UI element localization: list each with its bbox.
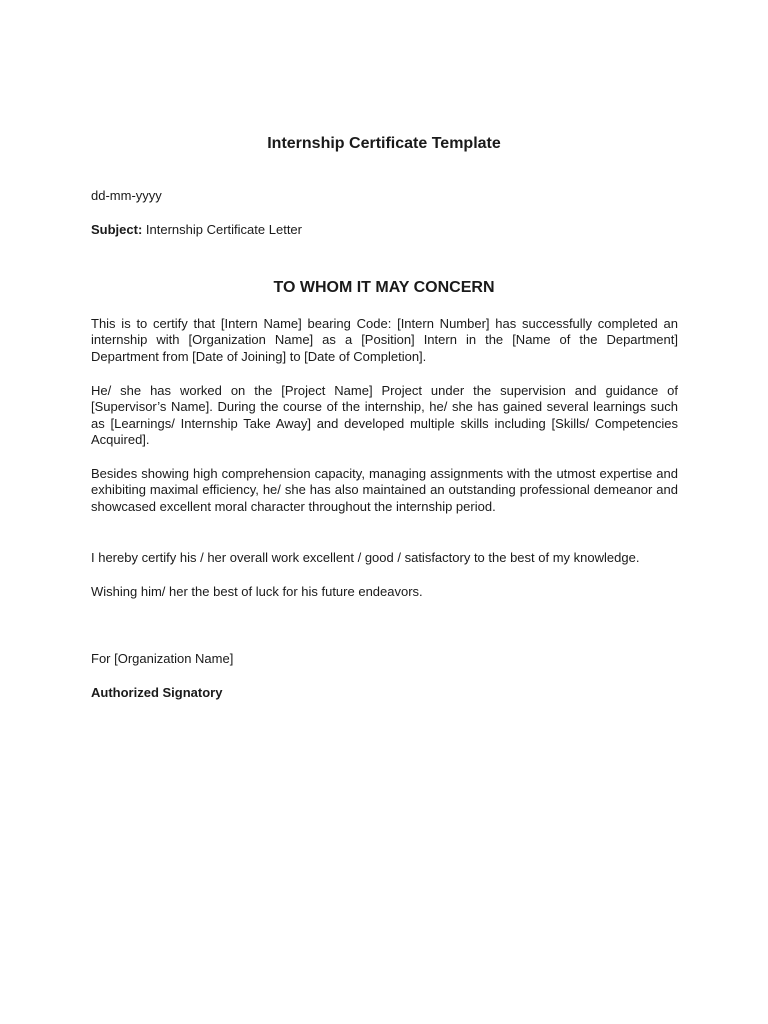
subject-text: Internship Certificate Letter [142,222,302,237]
subject-label: Subject: [91,222,143,237]
authorized-signatory: Authorized Signatory [91,685,223,700]
closing-line: For [Organization Name] [91,651,234,666]
document-date: dd-mm-yyyy [91,188,162,203]
body-paragraph-certification: This is to certify that [Intern Name] bearing Code: [Intern Number] has successfully completed an internship with [Organization Name] as a [Position] Intern in the [Name of the Department] Department from [Date of Joining] to [Date of Completion]. [91,316,678,364]
body-paragraph-project: He/ she has worked on the [Project Name] Project under the supervision and guidance of [Supervisor’s Name]. During the course of the internship, he/ she has gained several learnings such as [Learnings/ Internship Take Away] and developed multiple skills including [Skills/ Competencies Acquired]. [91,383,678,448]
subject-line [91,222,302,238]
body-paragraph-wishes: Wishing him/ her the best of luck for his future endeavors. [91,584,423,599]
body-paragraph-rating: I hereby certify his / her overall work excellent / good / satisfactory to the best of my knowledge. [91,550,640,565]
salutation-heading: TO WHOM IT MAY CONCERN [273,279,495,296]
document-title: Internship Certificate Template [267,135,501,152]
body-paragraph-conduct: Besides showing high comprehension capacity, managing assignments with the utmost expertise and exhibiting maximal efficiency, he/ she has also maintained an outstanding professional demeanor and showcased excellent moral character throughout the internship period. [91,466,678,514]
